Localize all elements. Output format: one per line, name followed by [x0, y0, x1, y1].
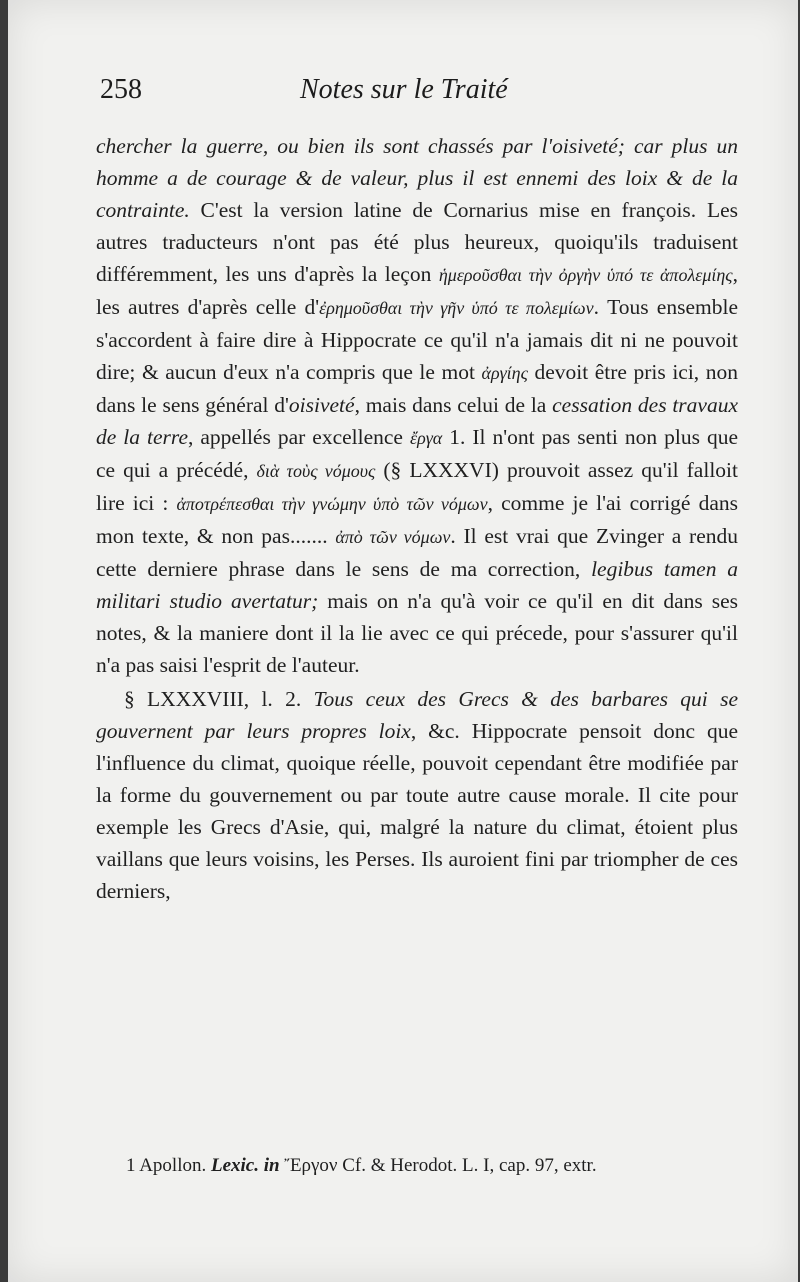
section-reference: § LXXXVIII, l. 2.	[124, 687, 314, 711]
greek-text: ἐρημοῦσθαι τὴν γῆν ὑπό τε πολεμίων	[319, 298, 594, 318]
text-run: , appellés par excellence	[188, 425, 410, 449]
greek-text: ἀποτρέπεσθαι τὴν γνώμην ὑπὸ τῶν νόμων	[176, 494, 488, 514]
greek-text: ἡμεροῦσθαι τὴν ὀργὴν ὑπό τε ἀπολεμίης	[438, 265, 733, 285]
running-header	[100, 72, 742, 116]
text-run: (§ LXXXVI) prouvoit assez qu'il falloit lire ici :	[96, 458, 738, 515]
quoted-lemma: Tous ceux des Grecs & des barbares qui se gouvernent par leurs propres loix	[96, 687, 738, 743]
running-title: Notes sur le Traité	[300, 74, 508, 105]
paragraph-section-88	[96, 683, 738, 907]
text-run: , &c. Hippocrate pensoit donc que l'influence du climat, quoique réelle, pouvoit cependant être modifiée par la forme du gouvernement ou par toute autre cause morale. Il cite pour exemple les Grecs d'Asie, qui, malgré la nature du climat, étoient plus vaillans que leurs voisins, les Perses. Ils auroient fini par triompher de ces derniers,	[96, 719, 738, 903]
italic-term: cessation des travaux de la terre	[96, 393, 738, 449]
greek-text: ἀργίης	[481, 363, 528, 383]
text-run: , mais dans celui de la	[354, 393, 553, 417]
text-run: , comme je l'ai corrigé dans mon texte, & non pas.......	[96, 491, 738, 548]
greek-text: ἀπὸ τῶν νόμων	[335, 527, 451, 547]
text-run: . Il est vrai que Zvinger a rendu cette derniere phrase dans le sens de ma correction,	[96, 524, 738, 581]
footnote-marker: 1	[126, 1155, 136, 1176]
greek-text: διὰ τοὺς νόμους	[256, 461, 376, 481]
text-run: devoit être pris ici, non dans le sens général d'	[96, 360, 738, 417]
italic-term: oisiveté	[288, 393, 355, 417]
quoted-translation: chercher la guerre, ou bien ils sont chassés par l'oisiveté; car plus un homme a de courage & de valeur, plus il est ennemi des loix & de la contrainte.	[96, 134, 738, 222]
text-run: mais on n'a qu'à voir ce qu'il en dit dans ses notes, & la maniere dont il la lie avec ce qui précede, pour s'assurer qu'il n'a pas saisi l'esprit de l'auteur.	[96, 589, 739, 677]
text-run: 1. Il n'ont pas senti non plus que ce qui a précédé,	[96, 425, 738, 482]
body-text	[96, 130, 738, 907]
text-run: Ἔργον Cf. & Herodot. L. I, cap. 97, extr.	[279, 1155, 597, 1176]
text-run: . Tous ensemble s'accordent à faire dire à Hippocrate ce qu'il n'a jamais dit ni ne pouvoit dire; & aucun d'eux n'a compris que le mot	[96, 295, 738, 384]
book-page	[8, 0, 798, 1282]
page-number: 258	[100, 74, 142, 105]
greek-text: ἔργα	[409, 428, 443, 448]
text-run: , les autres d'après celle d'	[96, 262, 738, 319]
footnote	[126, 1152, 746, 1180]
text-run: Apollon.	[135, 1155, 211, 1176]
paragraph-continuation	[96, 130, 738, 681]
latin-quote: legibus tamen a militari studio avertatur;	[96, 557, 738, 613]
italic-term: Lexic. in	[210, 1155, 280, 1176]
text-run: C'est la version latine de Cornarius mise en françois. Les autres traducteurs n'ont pas été plus heureux, quoiqu'ils traduisent différemment, les uns d'après la leçon	[96, 198, 738, 286]
